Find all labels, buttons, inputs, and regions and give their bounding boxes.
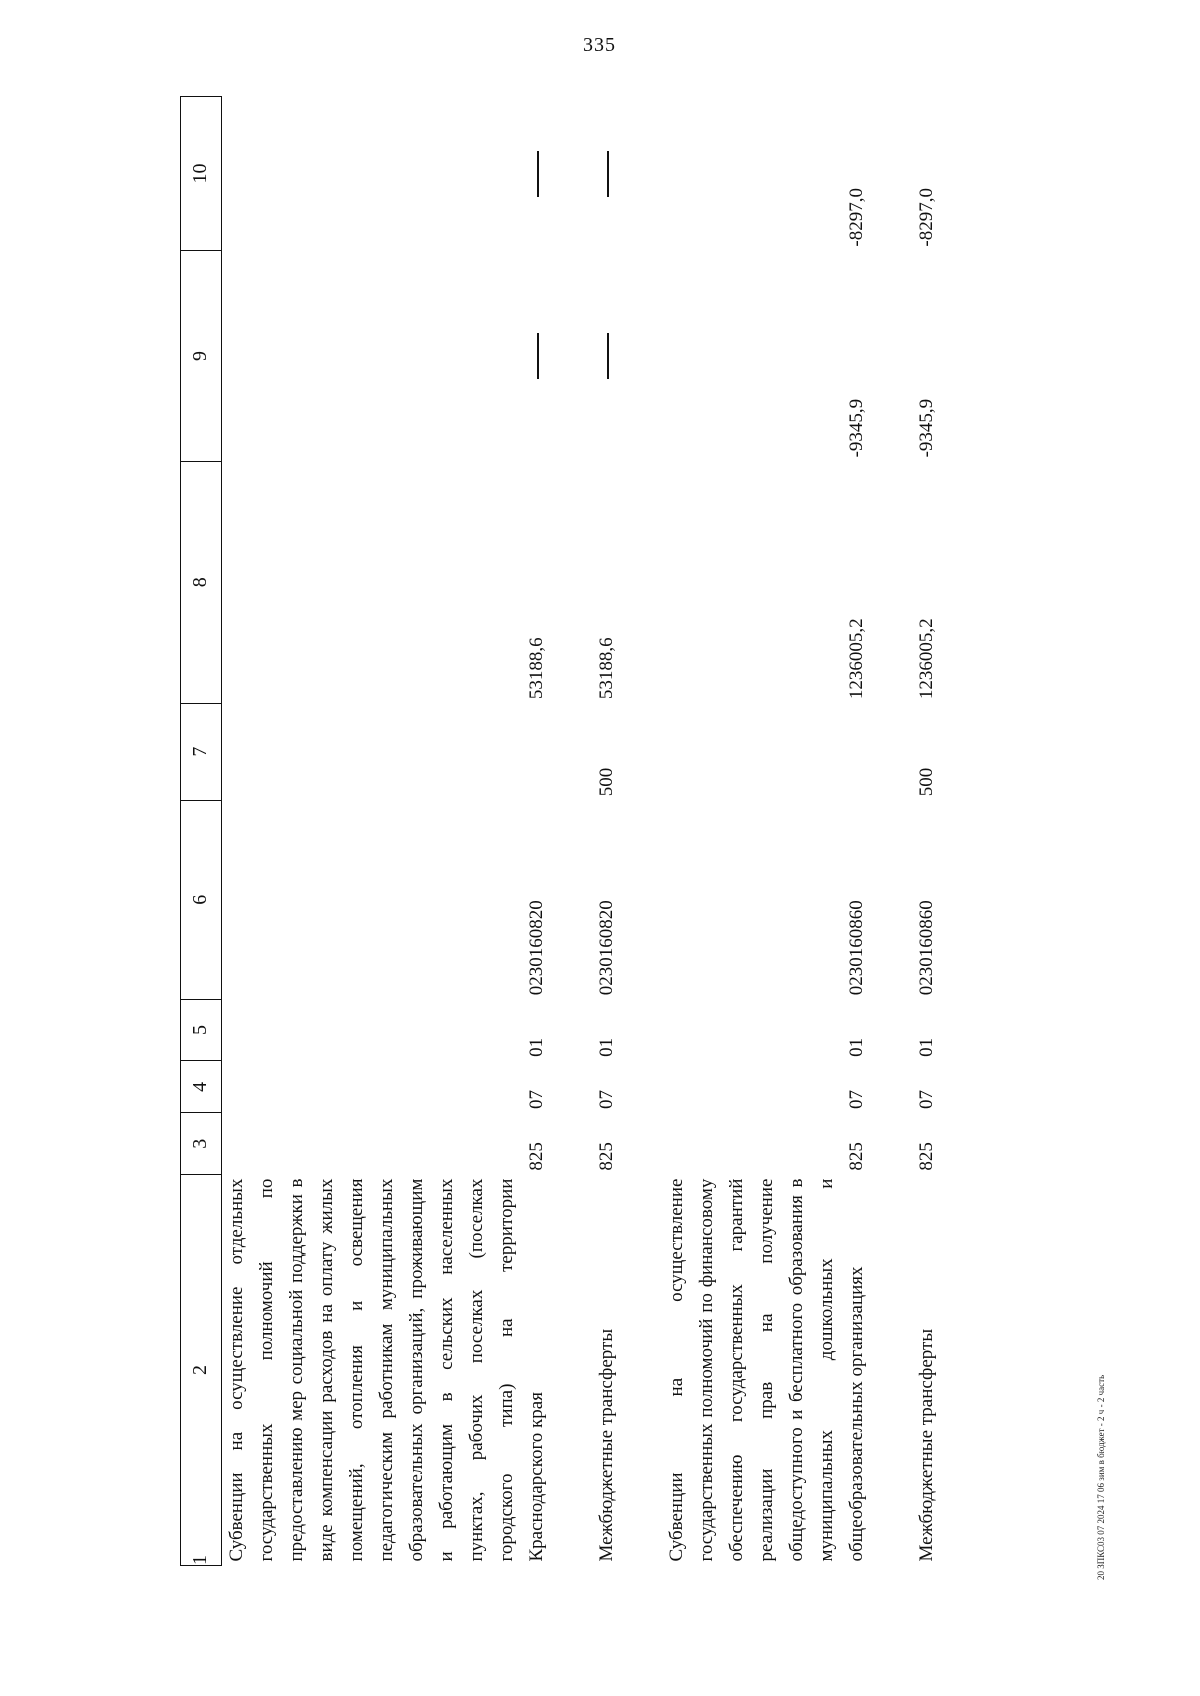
cell-col9: -9345,9 — [846, 398, 868, 458]
cell-col3: 825 — [916, 1142, 938, 1171]
cell-col10: -8297,0 — [916, 187, 938, 247]
cell-col5: 01 — [846, 1037, 868, 1057]
cell-col5: 01 — [526, 1037, 548, 1057]
table-row — [592, 97, 622, 1566]
column-header-9: 9 — [181, 251, 222, 462]
dash-mark — [607, 151, 609, 197]
column-header-6: 6 — [181, 800, 222, 999]
dash-mark — [607, 333, 609, 379]
row-description: Субвенции на осуществление государственных полномочий по финансовому обеспечению государственных гарантий реализации прав на получение общедоступного и бесплатного образования в муниципальных дошкольных и общеобразовательных организациях — [666, 1178, 868, 1562]
cell-col8: 1236005,2 — [916, 618, 938, 700]
footer-note: 20 ЗПКС03 07 2024 17 06 зим в бюджет - 2 ч - 2 часть — [1096, 1374, 1106, 1580]
cell-col10-dash — [222, 97, 553, 251]
cell-col9-dash — [592, 251, 622, 462]
cell-col7: 500 — [916, 767, 938, 797]
row-description: Межбюджетные трансферты — [916, 1328, 938, 1562]
cell-col8: 1236005,2 — [846, 618, 868, 700]
cell-col4: 07 — [526, 1089, 548, 1109]
column-header-3: 3 — [181, 1113, 222, 1175]
cell-col6: 0230160860 — [916, 900, 938, 996]
table-row — [912, 97, 942, 1566]
table-row — [222, 97, 553, 1566]
cell-col4: 07 — [916, 1089, 938, 1109]
row-gap — [872, 97, 912, 1566]
column-header-5: 5 — [181, 999, 222, 1061]
cell-col3: 825 — [846, 1142, 868, 1171]
table-header: 1 2 3 4 5 6 7 8 9 10 — [181, 97, 222, 1566]
cell-col4: 07 — [846, 1089, 868, 1109]
dash-mark — [537, 151, 539, 197]
budget-table — [180, 96, 942, 1566]
cell-col6: 0230160860 — [846, 900, 868, 996]
column-header-7: 7 — [181, 703, 222, 800]
cell-col9: -9345,9 — [916, 398, 938, 458]
cell-col4: 07 — [596, 1089, 618, 1109]
page-number: 335 — [583, 34, 616, 56]
column-header-8: 8 — [181, 461, 222, 703]
cell-col5: 01 — [596, 1037, 618, 1057]
row-gap — [552, 97, 592, 1566]
rotated-table-page — [180, 96, 1040, 1566]
row-description: Межбюджетные трансферты — [596, 1328, 618, 1562]
row-gap — [622, 97, 662, 1566]
cell-col5: 01 — [916, 1037, 938, 1057]
table-row — [662, 97, 872, 1566]
cell-col7 — [662, 703, 872, 800]
cell-col3: 825 — [596, 1142, 618, 1171]
cell-col7: 500 — [596, 767, 618, 797]
cell-col10: -8297,0 — [846, 187, 868, 247]
cell-col8: 53188,6 — [596, 637, 618, 700]
cell-col6: 0230160820 — [596, 900, 618, 996]
cell-col3: 825 — [526, 1142, 548, 1171]
column-header-2: 2 — [181, 1175, 222, 1566]
column-header-4: 4 — [181, 1061, 222, 1113]
dash-mark — [537, 333, 539, 379]
cell-col6: 0230160820 — [526, 900, 548, 996]
cell-col7 — [222, 703, 553, 800]
row-description: Субвенции на осуществление отдельных государственных полномочий по предоставлению мер социальной поддержки в виде компенсации расходов на оплату жилых помещений, отопления и освещения педагогическим работникам муниципальных образовательных организаций, проживающим и работающим в сельских населенных пунктах, рабочих поселках (поселках городского типа) на территории Краснодарского края — [226, 1178, 548, 1562]
cell-col9-dash — [222, 251, 553, 462]
cell-col10-dash — [592, 97, 622, 251]
cell-col8: 53188,6 — [526, 637, 548, 700]
column-header-10: 10 — [181, 97, 222, 251]
